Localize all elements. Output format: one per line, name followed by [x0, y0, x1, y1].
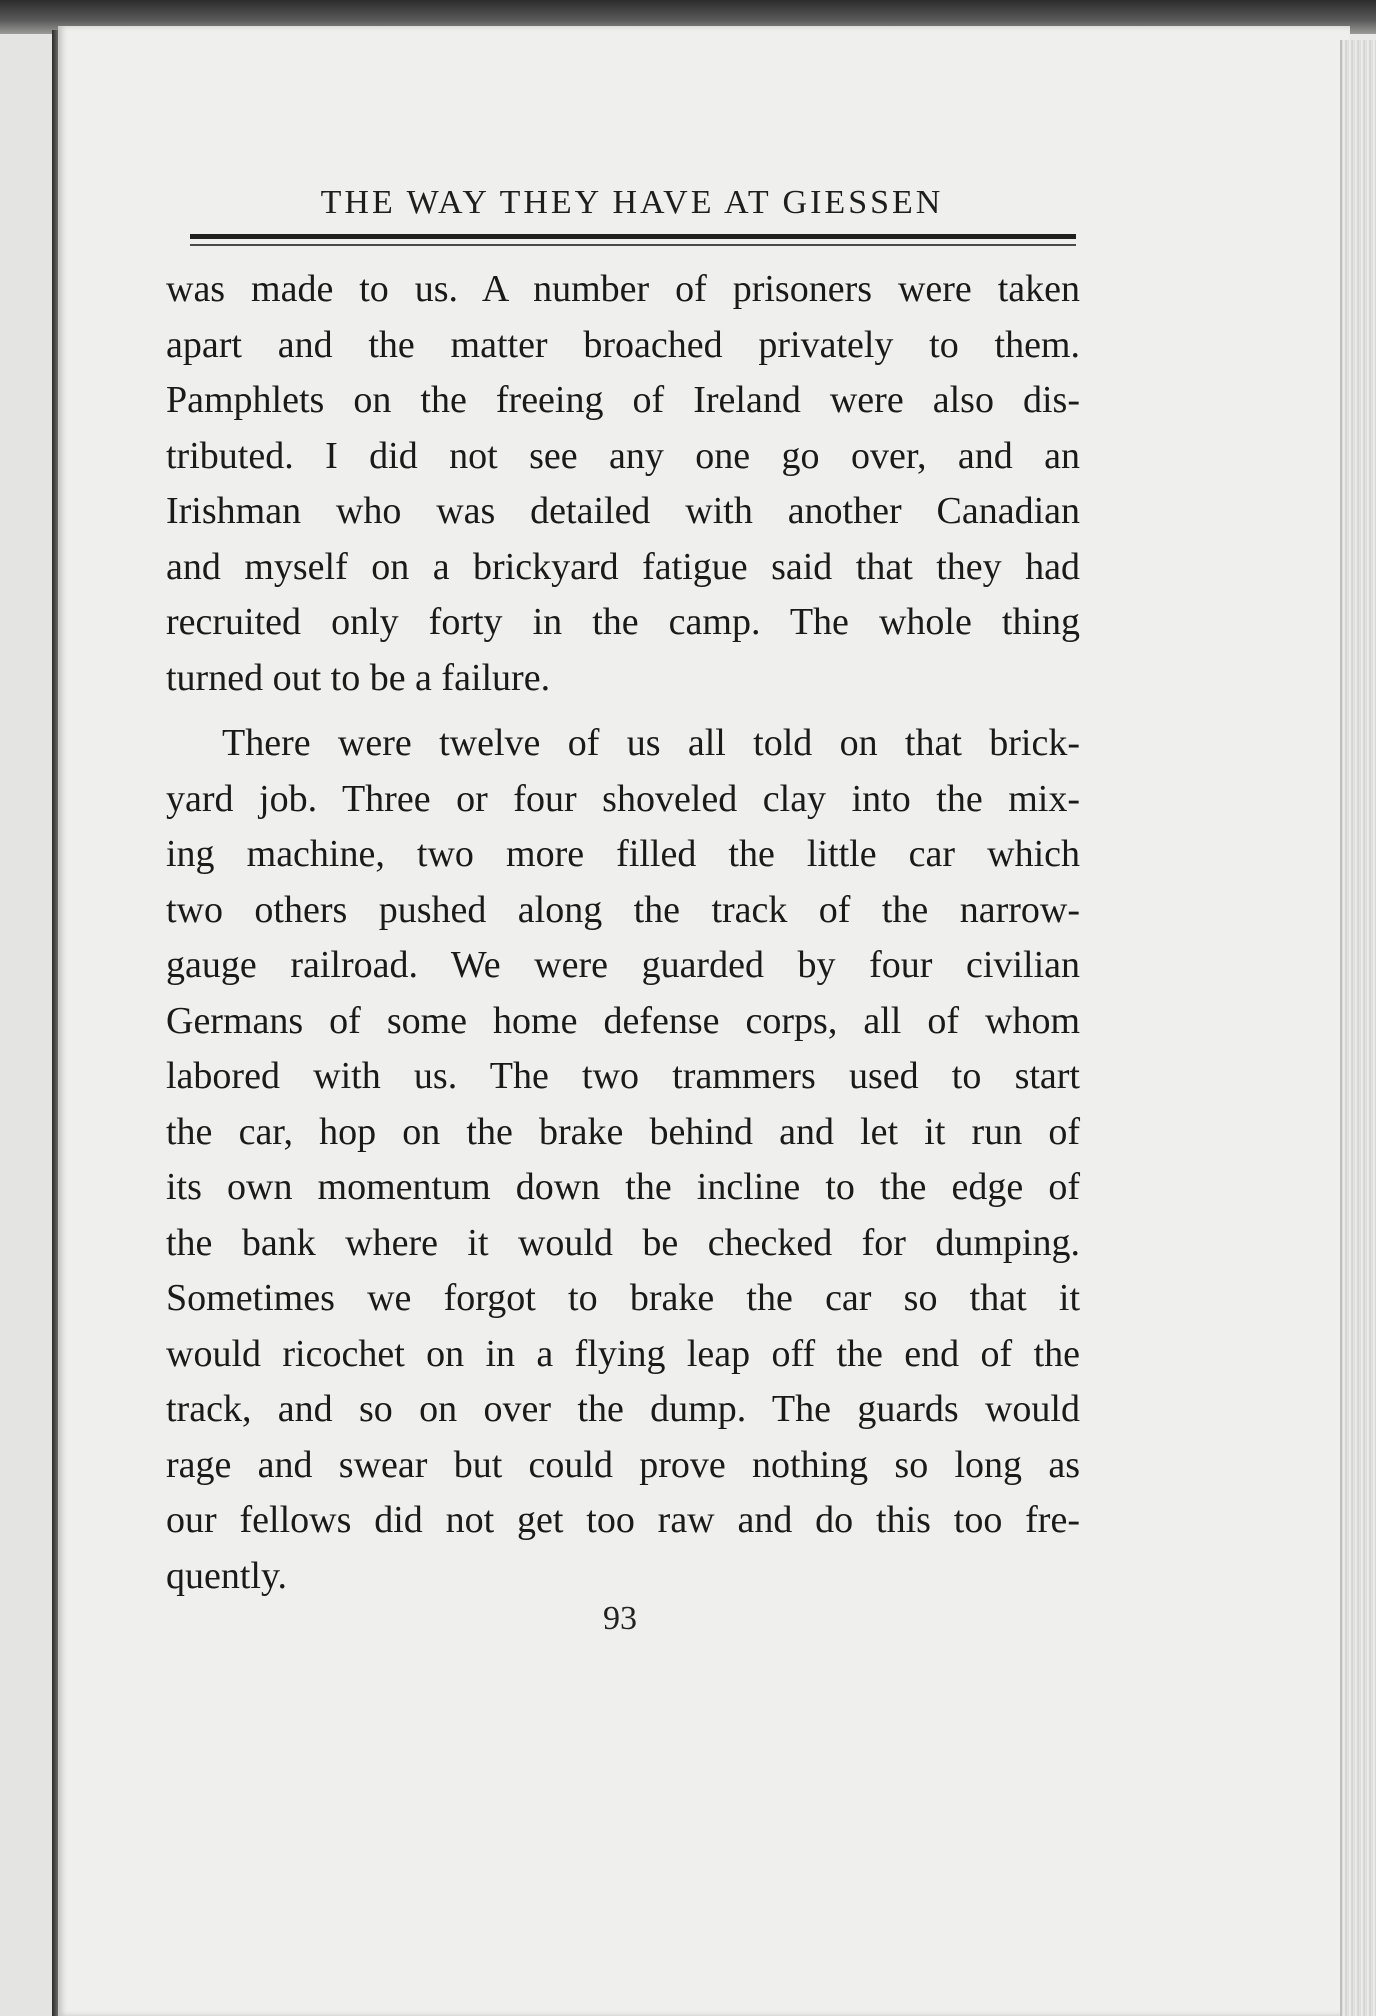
header-rule-thin — [190, 244, 1076, 246]
text-line: Germans of some home defense corps, all of whom — [166, 999, 1080, 1042]
paragraph-1 — [166, 262, 1080, 706]
text-line: two others pushed along the track of the narrow- — [166, 888, 1080, 931]
text-line: yard job. Three or four shoveled clay into the mix- — [166, 777, 1080, 820]
body-text — [166, 262, 1080, 1604]
text-line: recruited only forty in the camp. The whole thing — [166, 601, 1080, 643]
text-line: There were twelve of us all told on that brick- — [222, 722, 1080, 764]
text-line: was made to us. A number of prisoners were taken — [166, 268, 1080, 310]
text-line: quently. — [166, 1554, 288, 1597]
paragraph-2 — [166, 716, 1080, 1604]
text-line: rage and swear but could prove nothing so long as — [166, 1443, 1080, 1486]
text-line: its own momentum down the incline to the edge of — [166, 1166, 1080, 1208]
text-line: the bank where it would be checked for dumping. — [166, 1221, 1080, 1264]
page-number: 93 — [603, 1600, 637, 1637]
text-line: our fellows did not get too raw and do this too fre- — [166, 1499, 1080, 1541]
text-line: apart and the matter broached privately to them. — [166, 323, 1080, 366]
page-stack-edge — [1340, 40, 1376, 2016]
text-line: Pamphlets on the freeing of Ireland were also dis- — [166, 379, 1080, 421]
text-line: would ricochet on in a flying leap off the end of the — [166, 1332, 1080, 1375]
text-line: Sometimes we forgot to brake the car so that it — [166, 1277, 1080, 1319]
header-rule-thick — [190, 234, 1076, 239]
text-line: track, and so on over the dump. The guards would — [166, 1388, 1080, 1430]
text-line: and myself on a brickyard fatigue said that they had — [166, 545, 1080, 588]
facing-page-edge — [0, 34, 52, 2016]
text-line: turned out to be a failure. — [166, 656, 551, 699]
text-line: tributed. I did not see any one go over, and an — [166, 434, 1080, 477]
text-line: labored with us. The two trammers used to start — [166, 1055, 1080, 1097]
text-line: gauge railroad. We were guarded by four civilian — [166, 944, 1080, 986]
text-line: the car, hop on the brake behind and let it run of — [166, 1110, 1080, 1153]
running-head: THE WAY THEY HAVE AT GIESSEN — [320, 184, 944, 221]
text-line: ing machine, two more filled the little car which — [166, 833, 1080, 875]
paragraph-gap — [166, 706, 1080, 716]
text-line: Irishman who was detailed with another Canadian — [166, 490, 1080, 532]
